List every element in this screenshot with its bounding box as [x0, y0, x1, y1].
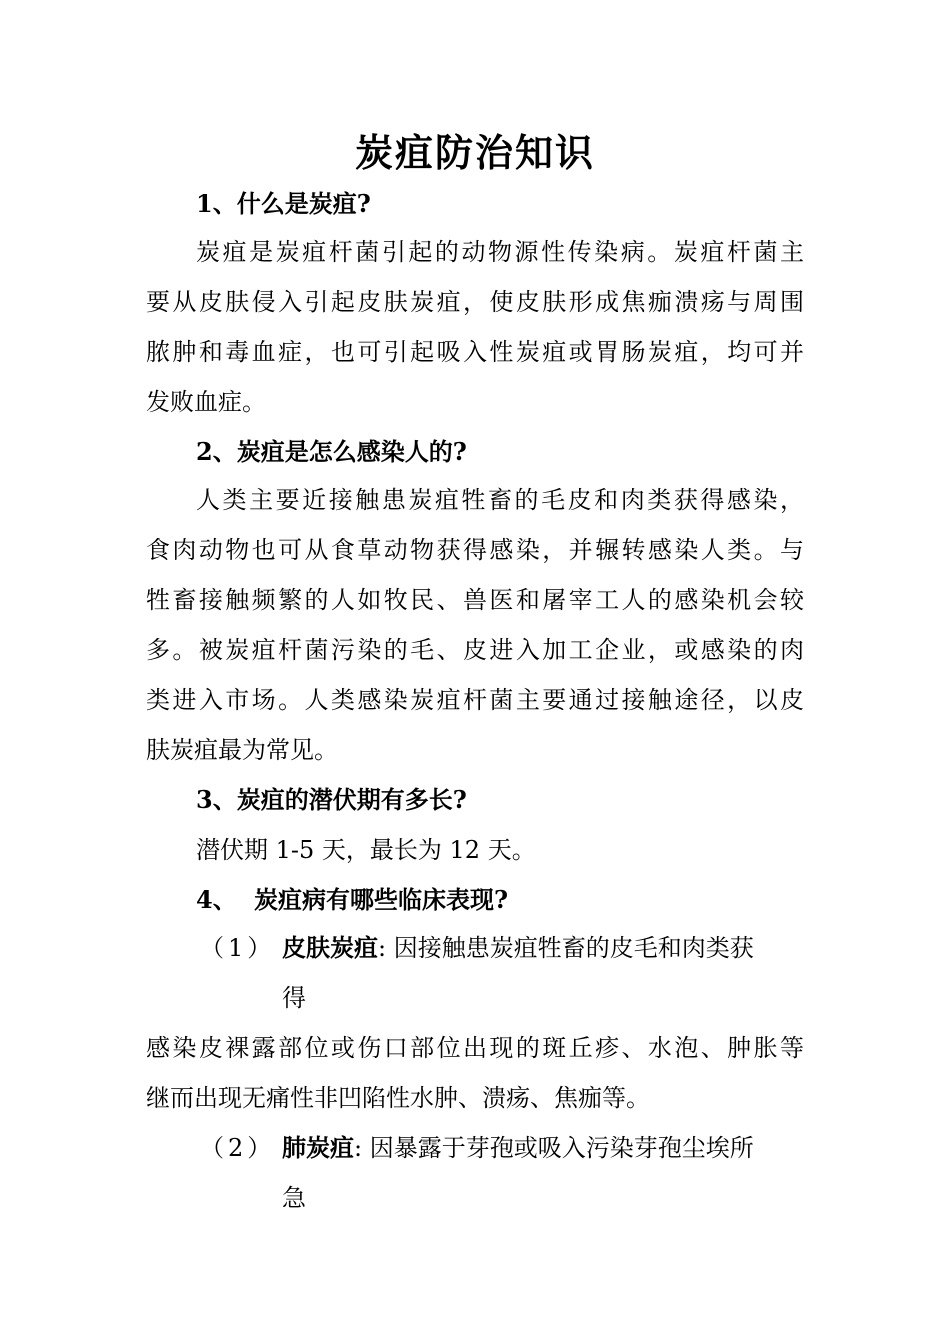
q4-item-2-first-line: [282, 1130, 754, 1166]
q2-heading: 2、炭疽是怎么感染人的?: [196, 437, 467, 466]
q4-item-2-text: : 因暴露于芽孢或吸入污染芽孢尘埃所: [354, 1134, 754, 1162]
q4-item-2-number: （2）: [200, 1134, 276, 1162]
q1-line-4: 发败血症。: [146, 388, 266, 416]
q1-line-3: 脓肿和毒血症，也可引起吸入性炭疽或胃肠炭疽，均可并: [146, 338, 804, 366]
q2-line-2: 食肉动物也可从食草动物获得感染，并辗转感染人类。与: [146, 536, 804, 564]
q4-heading-text: 炭疽病有哪些临床表现?: [254, 885, 509, 914]
q4-item-1-cont-line-1: 感染皮裸露部位或伤口部位出现的斑丘疹、水泡、肿胀等: [146, 1034, 804, 1062]
q4-item-1-cont-line-2: 继而出现无痛性非凹陷性水肿、溃疡、焦痂等。: [146, 1084, 650, 1112]
q2-line-5: 类进入市场。人类感染炭疽杆菌主要通过接触途径，以皮: [146, 686, 804, 714]
q3-heading: 3、炭疽的潜伏期有多长?: [196, 785, 467, 814]
q2-line-3: 牲畜接触频繁的人如牧民、兽医和屠宰工人的感染机会较: [146, 586, 804, 614]
q1-heading: 1、什么是炭疽?: [196, 189, 371, 218]
page-title: 炭疽防治知识: [354, 130, 595, 175]
q1-line-2: 要从皮肤侵入引起皮肤炭疽，使皮肤形成焦痂溃疡与周围: [146, 288, 804, 316]
q4-item-2-second-line: 急: [282, 1184, 306, 1212]
q4-item-1-second-line: 得: [282, 984, 306, 1012]
q3-answer: 潜伏期 1-5 天，最长为 12 天。: [196, 836, 536, 864]
q4-item-2-label: 肺炭疽: [282, 1133, 354, 1162]
q2-line-1: 人类主要近接触患炭疽牲畜的毛皮和肉类获得感染，: [196, 486, 804, 514]
q4-heading-number: 4、: [196, 885, 237, 914]
q4-item-1-text: : 因接触患炭疽牲畜的皮毛和肉类获: [378, 934, 754, 962]
q1-line-1: 炭疽是炭疽杆菌引起的动物源性传染病。炭疽杆菌主: [196, 238, 804, 266]
q4-item-1-first-line: [282, 930, 754, 966]
q2-line-6: 肤炭疽最为常见。: [146, 736, 338, 764]
q4-item-1-label: 皮肤炭疽: [282, 933, 378, 962]
q2-line-4: 多。被炭疽杆菌污染的毛、皮进入加工企业，或感染的肉: [146, 636, 804, 664]
q4-item-1-number: （1）: [200, 934, 276, 962]
